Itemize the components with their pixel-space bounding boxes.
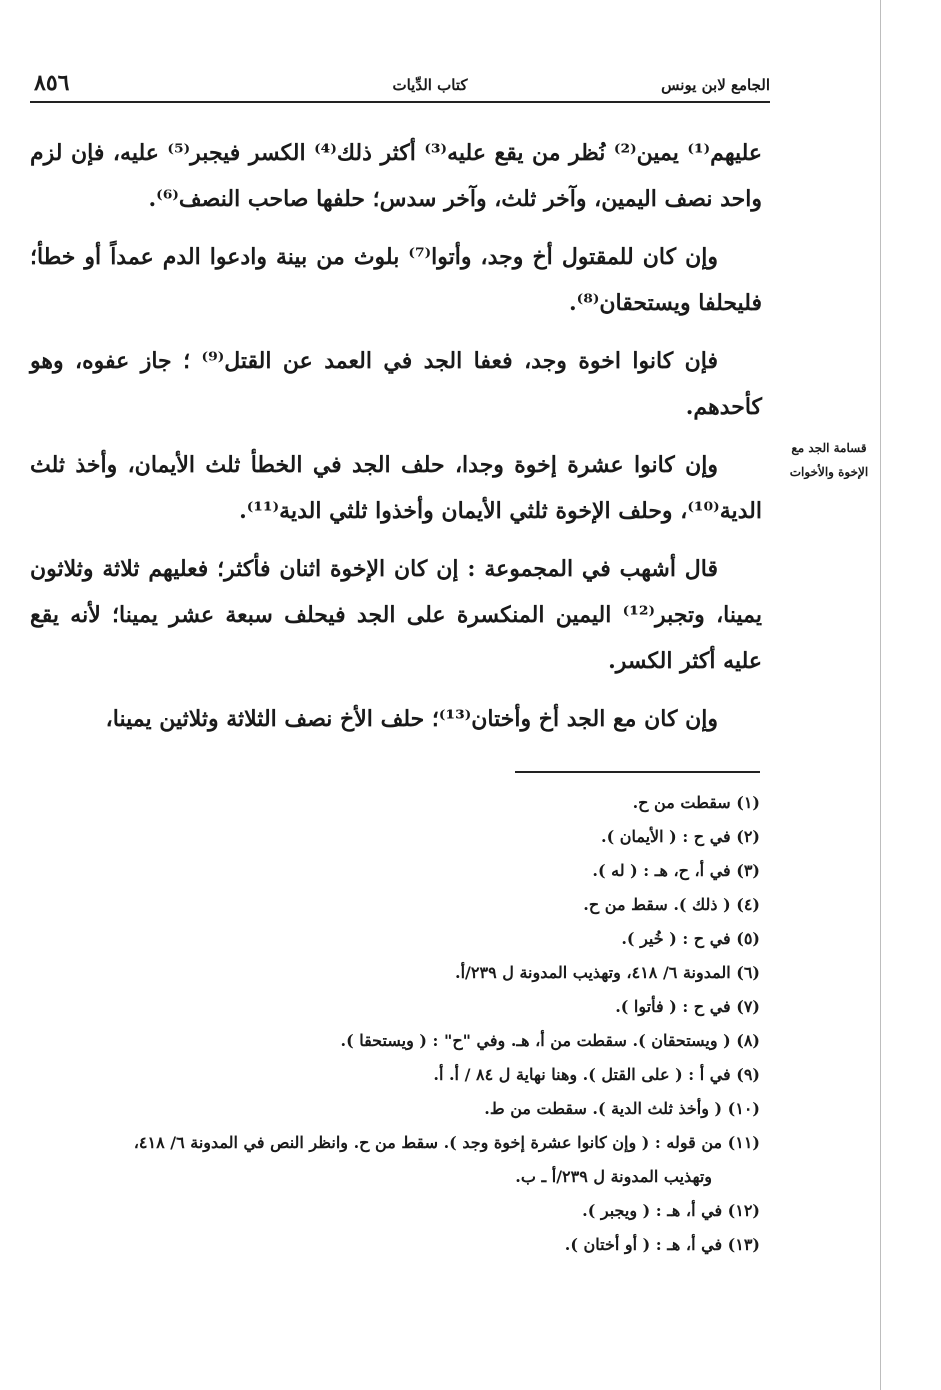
page-number: ٨٥٦ bbox=[34, 70, 70, 96]
paragraph: وإن كانوا عشرة إخوة وجدا، حلف الجد في الخطأ ثلث الأيمان، وأخذ ثلث الدية⁽¹⁰⁾، وحلف الإخوة ثلثي الأيمان وأخذوا ثلثي الدية⁽¹¹⁾. bbox=[30, 452, 762, 524]
footnote: (٦) المدونة ٦/ ٤١٨، وتهذيب المدونة ل ٢٣٩/أ. bbox=[455, 963, 760, 982]
footnotes bbox=[30, 786, 760, 1262]
footnote: (٥) في ح : ( خُير ). bbox=[621, 929, 760, 948]
footnote: (٣) في أ، ح، هـ : ( له ). bbox=[592, 861, 760, 880]
footnote-continuation: وتهذيب المدونة ل ٢٣٩/أ ـ ب. bbox=[515, 1167, 712, 1186]
footnote: (٤) ( ذلك ). سقط من ح. bbox=[583, 895, 760, 914]
running-header bbox=[30, 70, 770, 100]
paragraph: عليهم⁽¹⁾ يمين⁽²⁾ نُظر من يقع عليه⁽³⁾ أكثر ذلك⁽⁴⁾ الكسر فيجبر⁽⁵⁾ عليه، فإن لزم واحد نصف اليمين، وآخر ثلث، وآخر سدس؛ حلفها صاحب النصف⁽⁶⁾. bbox=[30, 140, 763, 212]
footnote: (١١) من قوله : ( وإن كانوا عشرة إخوة وجد ). سقط من ح. وانظر النص في المدونة ٦/ ٤١٨، bbox=[133, 1133, 760, 1152]
footnote: (٩) في أ : ( على القتل ). وهنا نهاية ل ٨٤ / أ. أ. bbox=[433, 1065, 760, 1084]
chapter-title: كتاب الدِّيات bbox=[392, 76, 468, 94]
footnote: (٨) ( ويستحقان ). سقطت من أ، هـ. وفي "ح" : ( ويستحقا ). bbox=[340, 1031, 760, 1050]
paragraph: وإن كان مع الجد أخ وأختان⁽¹³⁾؛ حلف الأخ نصف الثلاثة وثلاثين يمينا، bbox=[105, 706, 718, 732]
page-edge-line bbox=[880, 0, 881, 1390]
book-title: الجامع لابن يونس bbox=[661, 76, 770, 94]
footnote: (٢) في ح : ( الأيمان ). bbox=[601, 827, 760, 846]
footnote: (٧) في ح : ( فأتوا ). bbox=[615, 997, 760, 1016]
footnote-rule bbox=[515, 771, 760, 773]
footnote: (١٣) في أ، هـ : ( أو أختان ). bbox=[564, 1235, 760, 1254]
footnote: (١٠) ( وأخذ ثلث الدية ). سقطت من ط. bbox=[484, 1099, 760, 1118]
footnote: (١) سقطت من ح. bbox=[632, 793, 760, 812]
margin-note: قسامة الجد مع الإخوة والأخوات bbox=[789, 441, 869, 479]
footnote: (١٢) في أ، هـ : ( ويجبر ). bbox=[582, 1201, 760, 1220]
paragraph: قال أشهب في المجموعة : إن كان الإخوة اثنان فأكثر؛ فعليهم ثلاثة وثلاثون يمينا، وتجبر⁽¹²⁾ اليمين المنكسرة على الجد فيحلف سبعة عشر يمينا؛ لأنه يقع عليه أكثر الكسر. bbox=[30, 556, 762, 674]
paragraph: وإن كان للمقتول أخ وجد، وأتوا⁽⁷⁾ بلوث من بينة وادعوا الدم عمداً أو خطأ؛ فليحلفا ويستحقان⁽⁸⁾. bbox=[30, 244, 762, 316]
body-text bbox=[30, 130, 762, 754]
header-rule bbox=[30, 101, 770, 103]
paragraph: فإن كانوا اخوة وجد، فعفا الجد في العمد عن القتل⁽⁹⁾ ؛ جاز عفوه، وهو كأحدهم. bbox=[30, 348, 762, 420]
